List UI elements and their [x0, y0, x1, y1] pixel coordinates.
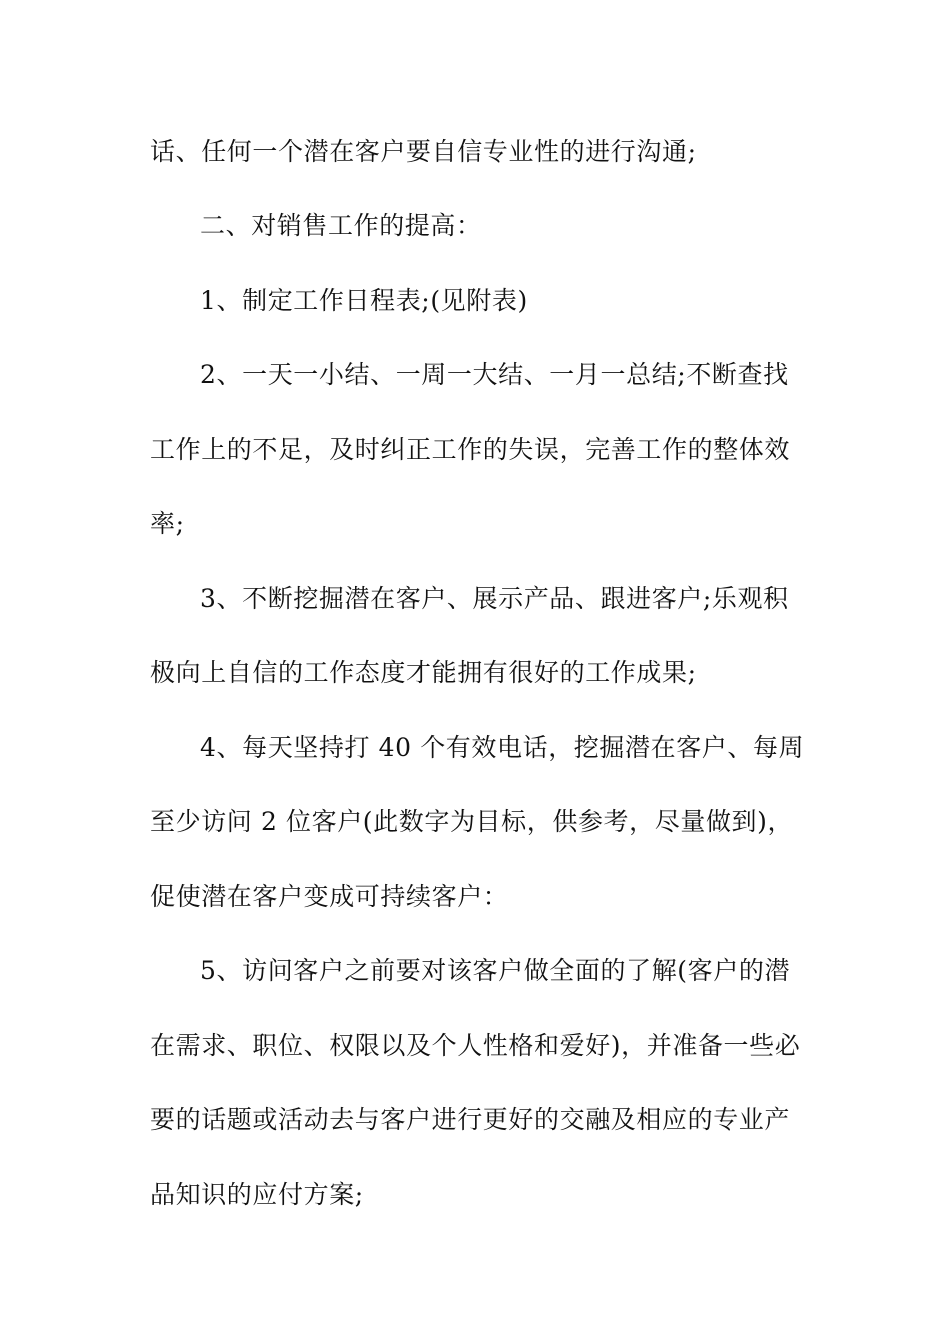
list-item-3: 3、不断挖掘潜在客户、展示产品、跟进客户;乐观积 [200, 584, 789, 613]
text-line: 要的话题或活动去与客户进行更好的交融及相应的专业产 [150, 1105, 791, 1134]
list-item-2: 2、一天一小结、一周一大结、一月一总结;不断查找 [200, 360, 789, 389]
list-item-5: 5、访问客户之前要对该客户做全面的了解(客户的潜 [200, 956, 791, 985]
text-line: 工作上的不足，及时纠正工作的失误，完善工作的整体效 [150, 435, 791, 464]
text-line: 在需求、职位、权限以及个人性格和爱好)，并准备一些必 [150, 1031, 801, 1060]
text-line: 率; [150, 509, 185, 538]
section-heading: 二、对销售工作的提高： [200, 211, 482, 240]
text-line: 话、任何一个潜在客户要自信专业性的进行沟通; [150, 137, 697, 166]
text-line: 品知识的应付方案; [150, 1180, 364, 1209]
list-item-1: 1、制定工作日程表;(见附表) [200, 286, 528, 315]
text-line: 极向上自信的工作态度才能拥有很好的工作成果; [150, 658, 697, 687]
list-item-4: 4、每天坚持打 40 个有效电话，挖掘潜在客户、每周 [200, 733, 805, 762]
text-line: 促使潜在客户变成可持续客户： [150, 882, 509, 911]
text-line: 至少访问 2 位客户(此数字为目标，供参考，尽量做到)， [150, 807, 794, 836]
